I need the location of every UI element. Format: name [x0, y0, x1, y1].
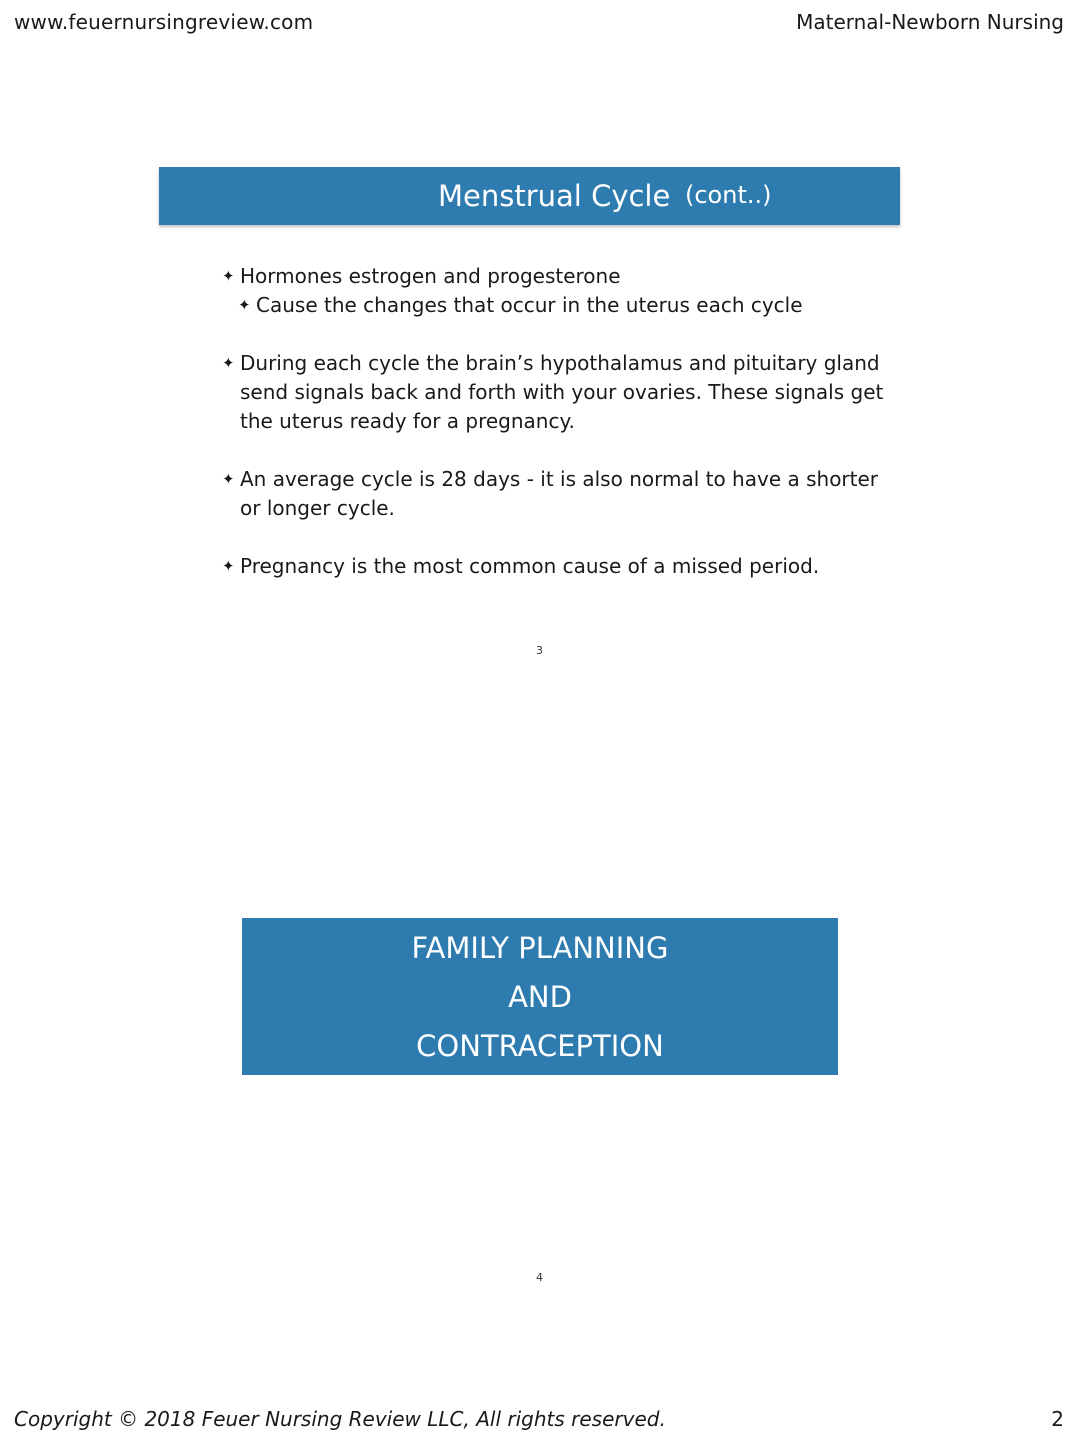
- slide-4-title-line-1: FAMILY PLANNING: [411, 931, 669, 965]
- bullet-item: [222, 349, 902, 436]
- slide-3-title: Menstrual Cycle: [438, 179, 671, 213]
- bullet-text: An average cycle is 28 days - it is also normal to have a shorter or longer cycle.: [240, 467, 879, 520]
- slide-4-title-line-2: AND: [508, 980, 572, 1014]
- slide-4-title-line-3: CONTRACEPTION: [416, 1029, 664, 1063]
- four-pointed-star-icon: ✦: [222, 267, 235, 285]
- four-pointed-star-icon: ✦: [222, 557, 235, 575]
- footer-page-number: 2: [1051, 1407, 1064, 1431]
- four-pointed-star-icon: ✦: [222, 470, 235, 488]
- header-course-title: Maternal-Newborn Nursing: [796, 10, 1064, 34]
- slide-3-number: 3: [536, 644, 543, 657]
- slide-4-title-banner: [242, 918, 838, 1075]
- bullet-text: Pregnancy is the most common cause of a missed period.: [240, 554, 820, 578]
- slide-3-title-suffix: (cont..): [685, 181, 772, 209]
- header-website: www.feuernursingreview.com: [14, 10, 314, 34]
- bullet-item: [222, 262, 902, 291]
- four-pointed-star-icon: ✦: [222, 354, 235, 372]
- footer-copyright: Copyright © 2018 Feuer Nursing Review LLC, All rights reserved.: [14, 1407, 666, 1431]
- bullet-text: Hormones estrogen and progesterone: [240, 264, 621, 288]
- four-pointed-star-icon: ✦: [238, 296, 251, 314]
- bullet-text: During each cycle the brain’s hypothalamus and pituitary gland send signals back and forth with your ovaries. These signals get the uterus ready for a pregnancy.: [240, 351, 884, 433]
- slide-3-bullet-list: [222, 262, 902, 610]
- bullet-item: [222, 465, 902, 523]
- slide-3-title-banner: [159, 167, 900, 225]
- bullet-text: Cause the changes that occur in the uterus each cycle: [256, 293, 803, 317]
- sub-bullet-item: [238, 291, 902, 320]
- slide-4-number: 4: [536, 1271, 543, 1284]
- bullet-item: [222, 552, 902, 581]
